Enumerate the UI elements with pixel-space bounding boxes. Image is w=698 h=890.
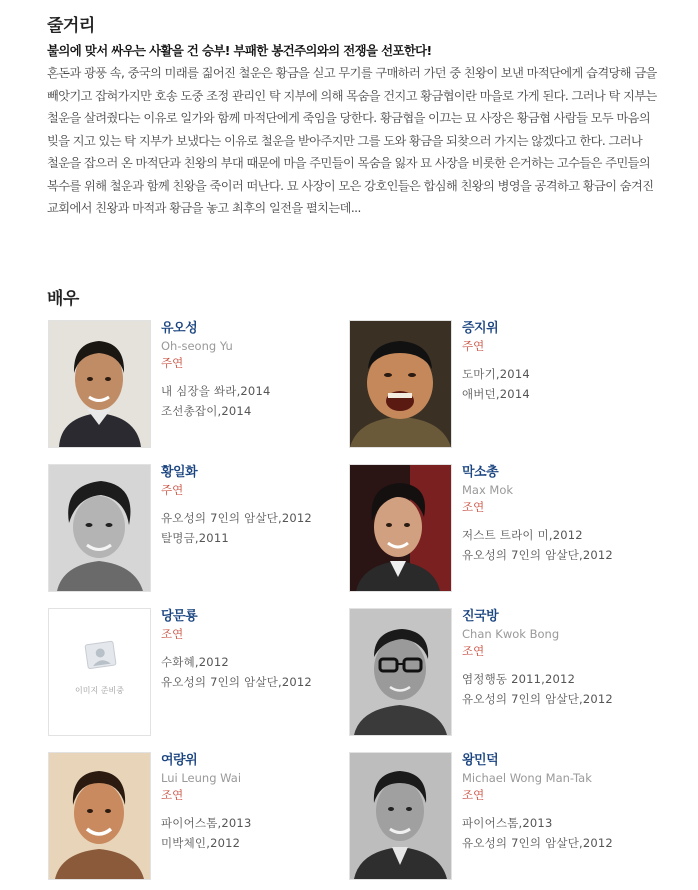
actor-filmography-item[interactable]: 미박체인,2012 xyxy=(161,836,241,850)
actor-photo[interactable] xyxy=(349,608,452,736)
actor-english-name: Michael Wong Man-Tak xyxy=(462,771,592,785)
actor-filmography-item[interactable]: 유오성의 7인의 암살단,2012 xyxy=(462,548,613,562)
actor-filmography-item[interactable]: 탈명금,2011 xyxy=(161,531,229,545)
actor-photo-placeholder[interactable] xyxy=(48,608,151,736)
actor-name[interactable]: 당문룡 xyxy=(161,609,198,624)
actor-role: 주연 xyxy=(161,356,184,370)
actor-english-name: Chan Kwok Bong xyxy=(462,627,560,641)
actor-photo[interactable] xyxy=(48,464,151,592)
actor-filmography-item[interactable]: 유오성의 7인의 암살단,2012 xyxy=(161,511,312,525)
actor-filmography-item[interactable]: 파이어스톰,2013 xyxy=(161,816,252,830)
actor-card xyxy=(349,464,669,594)
actor-filmography-item[interactable]: 수화혜,2012 xyxy=(161,655,229,669)
actor-filmography-item[interactable]: 유오성의 7인의 암살단,2012 xyxy=(462,692,613,706)
no-image-icon xyxy=(49,609,150,735)
actor-filmography-item[interactable]: 유오성의 7인의 암살단,2012 xyxy=(161,675,312,689)
actor-filmography-item[interactable]: 유오성의 7인의 암살단,2012 xyxy=(462,836,613,850)
actor-english-name: Oh-seong Yu xyxy=(161,339,233,353)
actor-photo[interactable] xyxy=(349,320,452,448)
actor-filmography-item[interactable]: 파이어스톰,2013 xyxy=(462,816,553,830)
cast-heading: 배우 xyxy=(47,289,79,309)
actor-name[interactable]: 여량위 xyxy=(161,753,198,768)
actor-role: 주연 xyxy=(462,339,485,353)
actor-english-name: Lui Leung Wai xyxy=(161,771,242,785)
actor-name[interactable]: 황일화 xyxy=(161,465,198,480)
actor-role: 조연 xyxy=(161,627,184,641)
actor-role: 주연 xyxy=(161,483,184,497)
actor-name[interactable]: 증지위 xyxy=(462,321,499,336)
actor-role: 조연 xyxy=(462,500,485,514)
actor-filmography-item[interactable]: 염정행동 2011,2012 xyxy=(462,672,576,686)
actor-photo[interactable] xyxy=(349,464,452,592)
actor-photo[interactable] xyxy=(48,752,151,880)
actor-photo[interactable] xyxy=(349,752,452,880)
actor-filmography-item[interactable]: 도마기,2014 xyxy=(462,367,530,381)
actor-filmography-item[interactable]: 애버던,2014 xyxy=(462,387,530,401)
plot-tagline: 불의에 맞서 싸우는 사활을 건 승부! 부패한 봉건주의와의 전쟁을 선포한다! xyxy=(47,43,432,58)
actor-card xyxy=(48,608,368,738)
actor-name[interactable]: 막소총 xyxy=(462,465,499,480)
actor-card xyxy=(48,320,368,450)
actor-role: 조연 xyxy=(462,644,485,658)
actor-name[interactable]: 유오성 xyxy=(161,321,198,336)
actor-name[interactable]: 왕민덕 xyxy=(462,753,499,768)
plot-heading: 줄거리 xyxy=(47,16,95,36)
actor-card xyxy=(349,608,669,738)
no-image-label: 이미지 준비중 xyxy=(75,686,124,695)
actor-role: 조연 xyxy=(161,788,184,802)
actor-photo[interactable] xyxy=(48,320,151,448)
actor-card xyxy=(48,752,368,882)
actor-card xyxy=(349,320,669,450)
actor-name[interactable]: 진국방 xyxy=(462,609,499,624)
actor-english-name: Max Mok xyxy=(462,483,514,497)
actor-card xyxy=(48,464,368,594)
actor-filmography-item[interactable]: 저스트 트라이 미,2012 xyxy=(462,528,583,542)
actor-filmography-item[interactable]: 내 심장을 쏴라,2014 xyxy=(161,384,271,398)
plot-synopsis: 혼돈과 광풍 속, 중국의 미래를 짊어진 철운은 황금을 싣고 무기를 구매하러 가던 중 친왕이 보낸 마적단에게 습격당해 금을 빼앗기고 잡혀가지만 호송 도중 조정 관리인 탁 지부에 의해 목숨을 건지고 황금협이란 마을로 가게 된다. 그러나 탁 지부는 철운을 살려줬다는 이유로 일가와 함께 마적단에게 죽임을 당한다. 황금협을 이끄는 묘 사장은 황금협 사람들 모두 마음의 빚을 지고 있는 탁 지부가 보냈다는 이유로 철운을 받아주지만 그를 도와 황금을 되찾으러 가지는 않겠다고 한다. 그러나 철운을 잡으러 온 마적단과 친왕의 부대 때문에 마을 주민들이 목숨을 잃자 묘 사장을 비롯한 은거하는 고수들은 주민들의 복수를 위해 철운과 함께 친왕을 죽이러 떠난다. 묘 사장이 모은 강호인들은 합심해 친왕의 병영을 공격하고 황금이 숨겨진 교회에서 친왕과 마적과 황금을 놓고 최후의 일전을 펼치는데... xyxy=(47,66,657,215)
actor-filmography-item[interactable]: 조선총잡이,2014 xyxy=(161,404,252,418)
actor-card xyxy=(349,752,669,882)
actor-role: 조연 xyxy=(462,788,485,802)
